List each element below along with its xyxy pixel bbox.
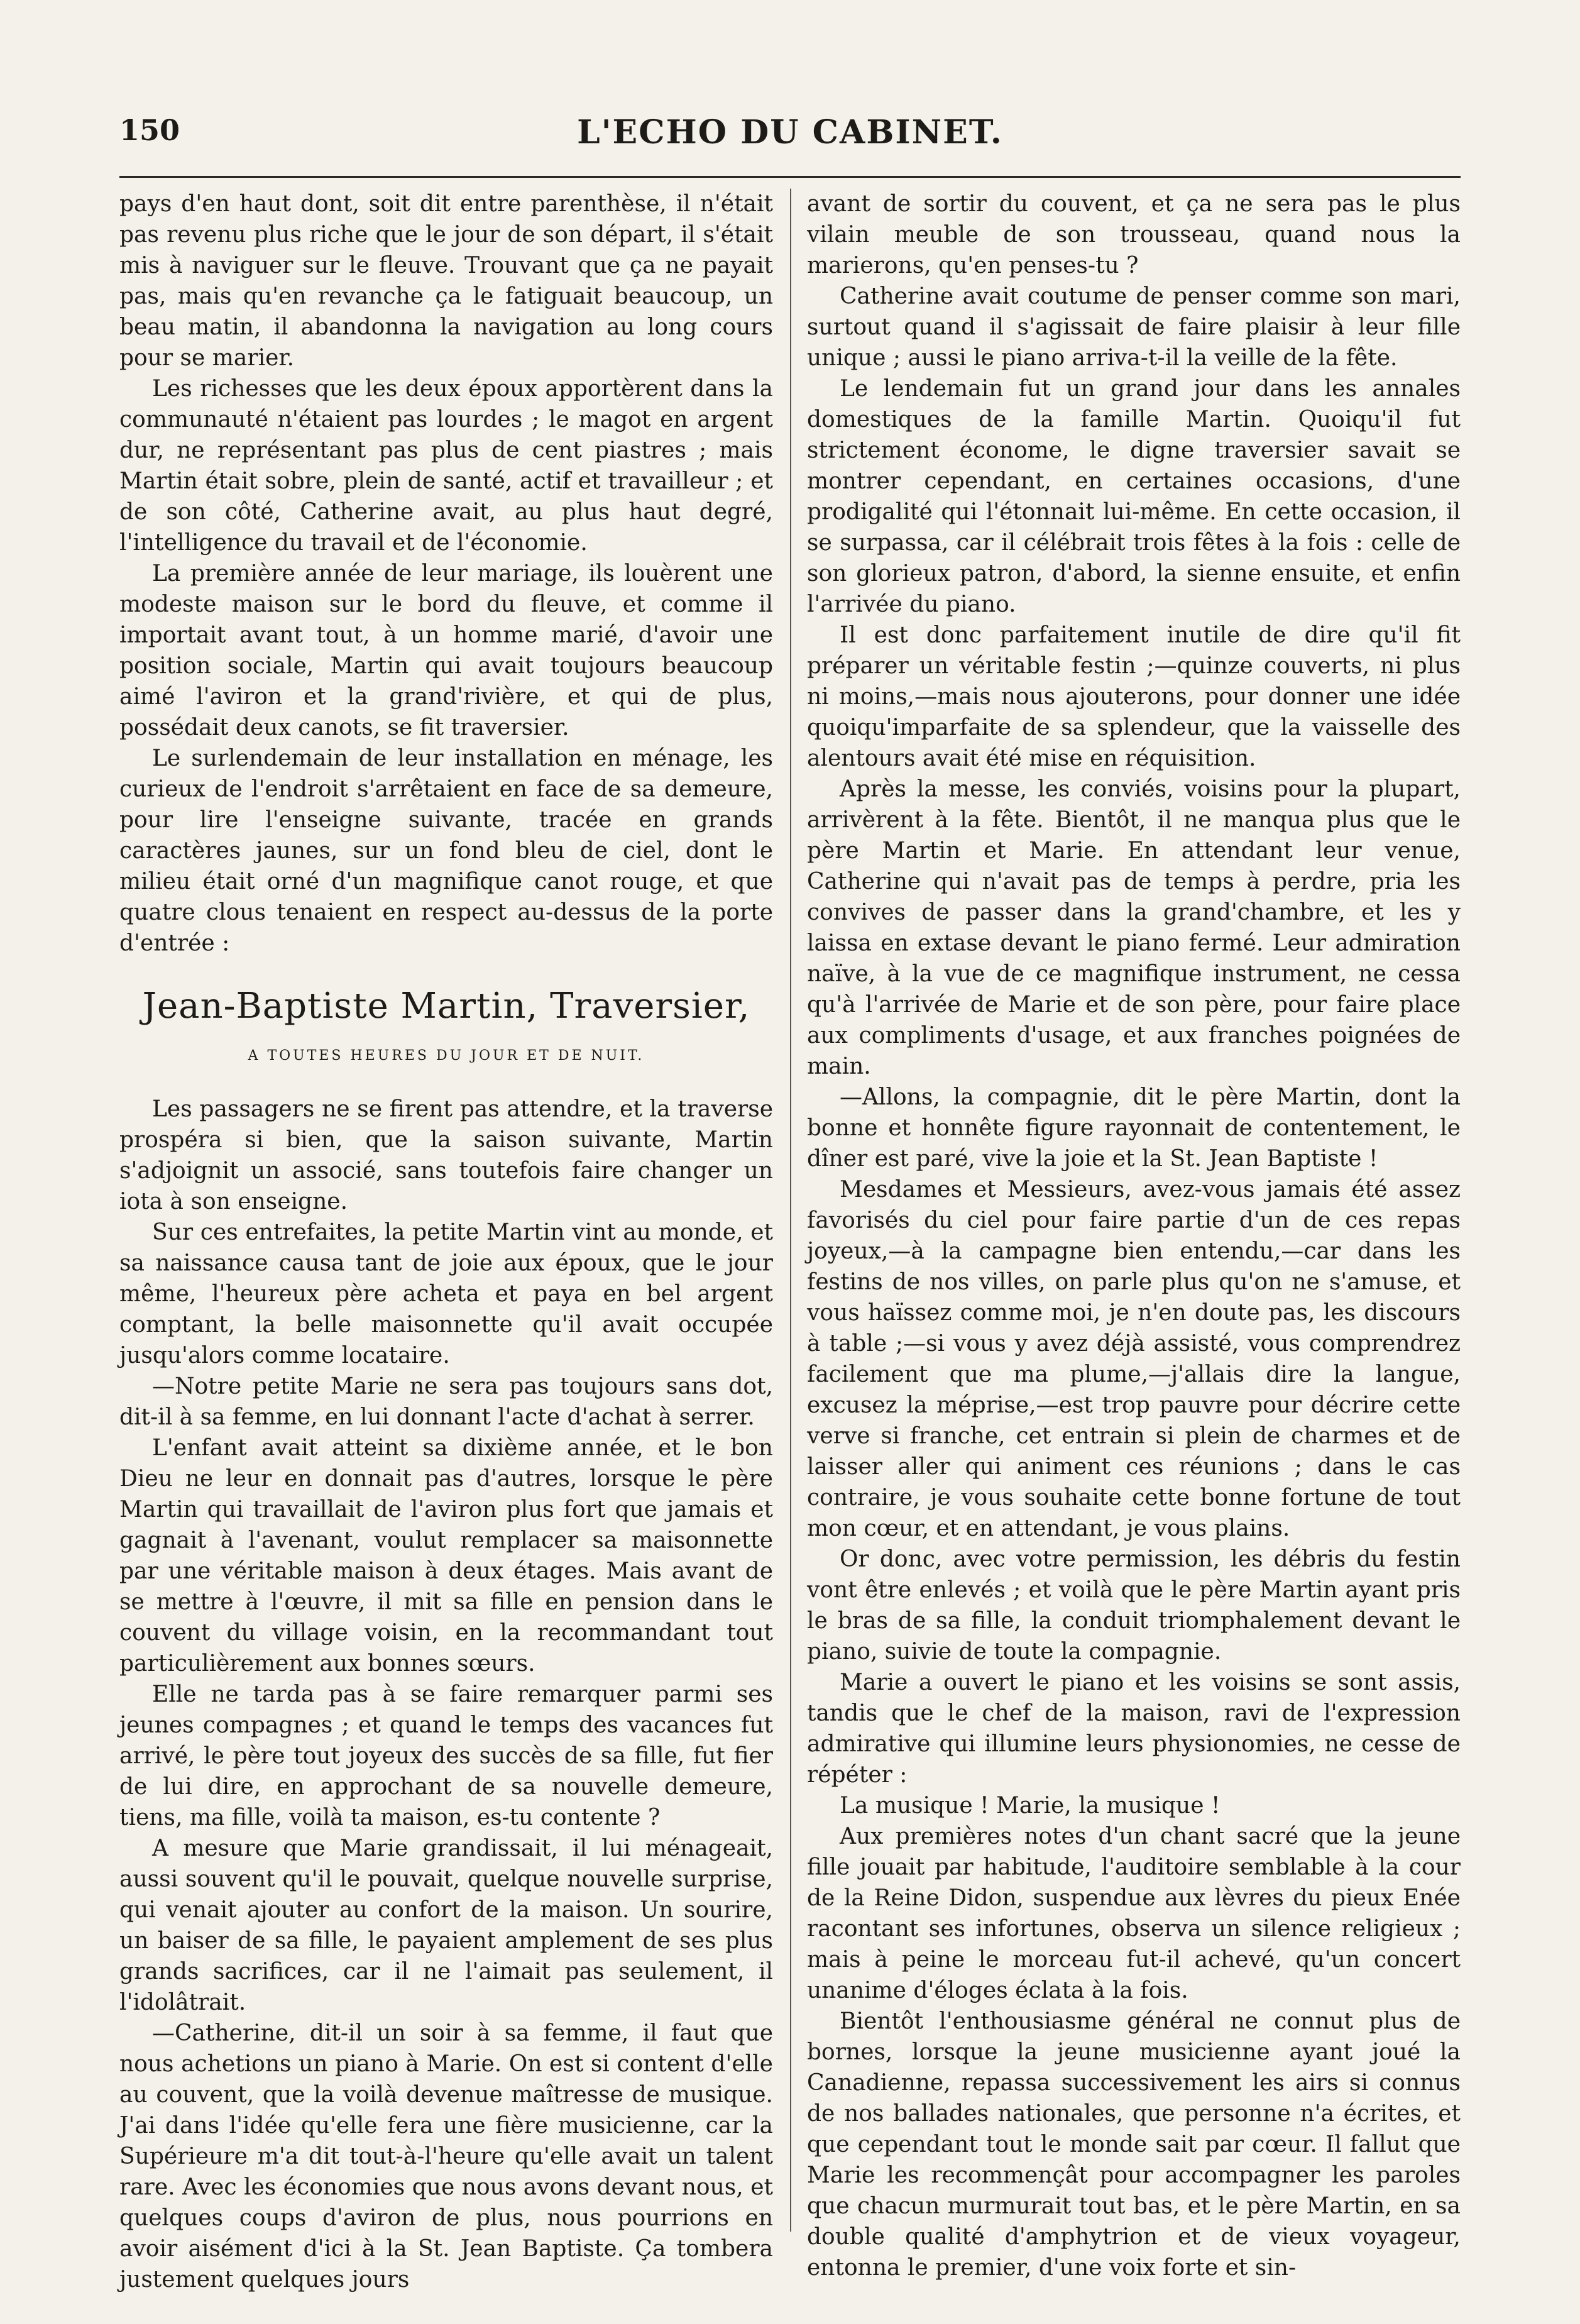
paragraph: Bientôt l'enthousiasme général ne connut plus de bornes, lorsque la jeune musicienne ayant joué la Canadienne, repassa successivement les airs si connus de nos ballades nationales, que personne n'a écrites, et que cependant tout le monde sait par cœur. Il fallut que Marie les recommençât pour accompagner les paroles que chacun murmurait tout bas, et le père Martin, en sa double qualité d'amphytrion et de vieux voyageur, entonna le premier, d'une voix forte et sin- <box>807 2008 1461 2281</box>
paragraph: Catherine avait coutume de penser comme son mari, surtout quand il s'agissait de faire plaisir à leur fille unique ; aussi le piano arriva-t-il la veille de la fête. <box>807 284 1461 371</box>
paragraph: Il est donc parfaitement inutile de dire qu'il fit préparer un véritable festin ;—quinze couverts, ni plus ni moins,—mais nous ajouterons, pour donner une idée quoiqu'imparfaite de sa splendeur, que la vaisselle des alentours avait été mise en réquisition. <box>807 622 1461 771</box>
header-rule <box>119 176 1461 178</box>
sign-title: Jean-Baptiste Martin, Traversier, <box>142 986 750 1027</box>
paragraph: Les passagers ne se firent pas attendre, et la traverse prospéra si bien, que la saison suivante, Martin s'adjoignit un associé, sans toutefois faire changer un iota à son enseigne. <box>119 1096 773 1214</box>
left-column <box>119 189 773 2295</box>
right-column <box>807 189 1461 2283</box>
paragraph: —Notre petite Marie ne sera pas toujours sans dot, dit-il à sa femme, en lui donnant l'acte d'achat à serrer. <box>119 1374 773 1430</box>
paragraph: Après la messe, les conviés, voisins pour la plupart, arrivèrent à la fête. Bientôt, il ne manqua plus que le père Martin et Marie. En attendant leur venue, Catherine qui n'avait pas de temps à perdre, pria les convives de passer dans la grand'chambre, et les y laissa en extase devant le piano fermé. Leur admiration naïve, à la vue de ce magnifique instrument, ne cessa qu'à l'arrivée de Marie et de son père, pour faire place aux compliments d'usage, et aux franches poignées de main. <box>807 776 1461 1079</box>
paragraph: avant de sortir du couvent, et ça ne sera pas le plus vilain meuble de son trousseau, quand nous la marierons, qu'en penses-tu ? <box>807 191 1461 278</box>
running-title: L'ECHO DU CABINET. <box>577 113 1003 151</box>
paragraph: Mesdames et Messieurs, avez-vous jamais été assez favorisés du ciel pour faire partie d'un de ces repas joyeux,—à la campagne bien entendu,—car dans les festins de nos villes, on parle plus qu'on ne s'amuse, et vous haïssez comme moi, je n'en doute pas, les discours à table ;—si vous y avez déjà assisté, vous comprendrez facilement que ma plume,—j'allais dire la langue, excusez la méprise,—est trop pauvre pour décrire cette verve si franche, cet entrain si plein de charmes et de laisser aller qui animent ces réunions ; dans le cas contraire, je vous souhaite cette bonne fortune de tout mon cœur, et en attendant, je vous plains. <box>807 1177 1461 1541</box>
paragraph: Aux premières notes d'un chant sacré que la jeune fille jouait par habitude, l'auditoire semblable à la cour de la Reine Didon, suspendue aux lèvres du pieux Enée racontant ses infortunes, observa un silence religieux ; mais à peine le morceau fut-il achevé, qu'un concert unanime d'éloges éclata à la fois. <box>807 1824 1461 2003</box>
column-divider <box>790 189 791 2232</box>
paragraph: Les richesses que les deux époux apportèrent dans la communauté n'étaient pas lourdes ; le magot en argent dur, ne représentant pas plus de cent piastres ; mais Martin était sobre, plein de santé, actif et travailleur ; et de son côté, Catherine avait, au plus haut degré, l'intelligence du travail et de l'économie. <box>119 376 773 556</box>
paragraph: L'enfant avait atteint sa dixième année, et le bon Dieu ne leur en donnait pas d'autres, lorsque le père Martin qui travaillait de l'aviron plus fort que jamais et gagnait à l'avenant, voulut remplacer sa maisonnette par une véritable maison à deux étages. Mais avant de se mettre à l'œuvre, il mit sa fille en pension dans le couvent du village voisin, en la recommandant tout particulièrement aux bonnes sœurs. <box>119 1435 773 1677</box>
page-number: 150 <box>119 113 180 147</box>
paragraph: Sur ces entrefaites, la petite Martin vint au monde, et sa naissance causa tant de joie aux époux, que le jour même, l'heureux père acheta et paya en bel argent comptant, la belle maisonnette qu'il avait occupée jusqu'alors comme locataire. <box>119 1220 773 1369</box>
paragraph: La musique ! Marie, la musique ! <box>840 1793 1221 1819</box>
paragraph: —Catherine, dit-il un soir à sa femme, il faut que nous achetions un piano à Marie. On est si content d'elle au couvent, que la voilà devenue maîtresse de musique. J'ai dans l'idée qu'elle fera une fière musicienne, car la Supérieure m'a dit tout-à-l'heure qu'elle avait un talent rare. Avec les économies que nous avons devant nous, et quelques coups d'aviron de plus, nous pourrions en avoir aisément d'ici à la St. Jean Baptiste. Ça tombera justement quelques jours <box>119 2020 773 2293</box>
paragraph: Elle ne tarda pas à se faire remarquer parmi ses jeunes compagnes ; et quand le temps des vacances fut arrivé, le père tout joyeux des succès de sa fille, fut fier de lui dire, en approchant de sa nouvelle demeure, tiens, ma fille, voilà ta maison, es-tu contente ? <box>119 1682 773 1831</box>
paragraph: pays d'en haut dont, soit dit entre parenthèse, il n'était pas revenu plus riche que le jour de son départ, il s'était mis à naviguer sur le fleuve. Trouvant que ça ne payait pas, mais qu'en revanche ça le fatiguait beaucoup, un beau matin, il abandonna la navigation au long cours pour se marier. <box>119 191 773 371</box>
paragraph: Marie a ouvert le piano et les voisins se sont assis, tandis que le chef de la maison, ravi de l'expression admirative qui illumine leurs physionomies, ne cesse de répéter : <box>807 1670 1461 1788</box>
paragraph: A mesure que Marie grandissait, il lui ménageait, aussi souvent qu'il le pouvait, quelque nouvelle surprise, qui venait ajouter au confort de la maison. Un sourire, un baiser de sa fille, le payaient amplement de ses plus grands sacrifices, car il ne l'aimait pas seulement, il l'idolâtrait. <box>119 1836 773 2015</box>
page-header <box>119 113 1461 163</box>
sign-subtitle: A TOUTES HEURES DU JOUR ET DE NUIT. <box>248 1048 645 1064</box>
paragraph: Le lendemain fut un grand jour dans les annales domestiques de la famille Martin. Quoiqu'il fut strictement économe, le digne traversier savait se montrer cependant, en certaines occasions, d'une prodigalité qui l'étonnait lui-même. En cette occasion, il se surpassa, car il célébrait trois fêtes à la fois : celle de son glorieux patron, d'abord, la sienne ensuite, et enfin l'arrivée du piano. <box>807 376 1461 617</box>
paragraph: Le surlendemain de leur installation en ménage, les curieux de l'endroit s'arrêtaient en face de sa demeure, pour lire l'enseigne suivante, tracée en grands caractères jaunes, sur un fond bleu de ciel, dont le milieu était orné d'un magnifique canot rouge, et que quatre clous tenaient en respect au-dessus de la porte d'entrée : <box>119 746 773 956</box>
paragraph: Or donc, avec votre permission, les débris du festin vont être enlevés ; et voilà que le père Martin ayant pris le bras de sa fille, la conduit triomphalement devant le piano, suivie de toute la compagnie. <box>807 1546 1461 1665</box>
paragraph: La première année de leur mariage, ils louèrent une modeste maison sur le bord du fleuve, et comme il importait avant tout, à un homme marié, d'avoir une position sociale, Martin qui avait toujours beaucoup aimé l'aviron et la grand'rivière, et qui de plus, possédait deux canots, se fit traversier. <box>119 561 773 741</box>
paragraph: —Allons, la compagnie, dit le père Martin, dont la bonne et honnête figure rayonnait de contentement, le dîner est paré, vive la joie et la St. Jean Baptiste ! <box>807 1084 1461 1172</box>
